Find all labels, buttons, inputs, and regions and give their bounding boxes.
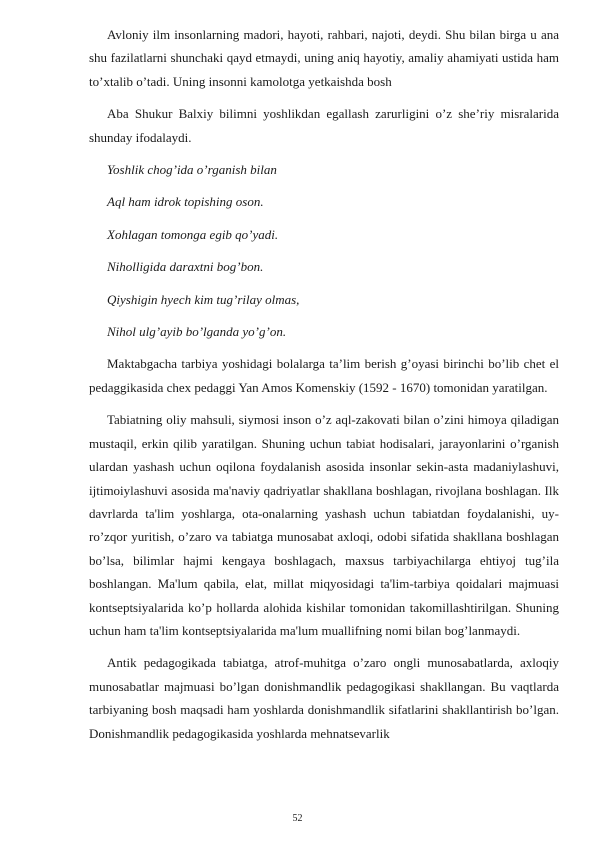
paragraph-balxiy: Aba Shukur Balxiy bilimni yoshlikdan egallash zarurligini o’z she’riy misralarida shunday ifodalaydi. [89,106,559,145]
page-body [89,23,559,754]
page-number: 52 [292,813,303,824]
paragraph-antik: Antik pedagogikada tabiatga, atrof-muhitga o’zaro ongli munosabatlarda, axloqiy munosabatlar majmuasi bo’lgan donishmandlik pedagogikasi shakllangan. Bu vaqtlarda tarbiyaning bosh maqsadi ham yoshlarda donishmandlik sifatlarini shakllantirish bo’lgan. Donishmandlik pedagogikasida yoshlarda mehnatsevarlik [89,655,559,741]
verse-line-1: Yoshlik chog’ida o’rganish bilan [107,162,277,178]
verse-line-3: Xohlagan tomonga egib qo’yadi. [107,226,279,242]
verse-line-5: Qiyshigin hyech kim tug’rilay olmas, [107,291,300,307]
verse-line-4: Niholligida daraxtni bog’bon. [107,259,264,275]
paragraph-tabiat: Tabiatning oliy mahsuli, siymosi inson o’z aql-zakovati bilan o’zini himoya qiladigan mustaqil, erkin qilib yaratilgan. Shuning uchun tabiat hodisalari, jarayonlarini o’rganish ulardan yashash uchun oqilona foydalanish asosida insonlar sekin-asta madaniylashuvi, ijtimoiylashuvi asosida ma'naviy qadriyatlar shakllana boshlagan, rivojlana boshlagan. Ilk davrlarda ta'lim yoshlarga, ota-onalarning yashash uchun tabiatdan foydalanishi, uy-ro’zqor yuritish, o’zaro va tabiatga munosabat axloqi, odobi sifatida shakllana boshlagan bo’lsa, bilimlar hajmi kengaya boshlagach, maxsus tarbiyachilarga ehtiyoj tug’ila boshlangan. Ma'lum qabila, elat, millat miqyosidagi ta'lim-tarbiya qoidalari majmuasi kontseptsiyalarida ko’p hollarda alohida kishilar tomonidan takomillashtirilgan. Shuning uchun ham ta'lim kontseptsiyalarida ma'lum muallifning nomi bilan bog’lanmaydi. [89,412,559,638]
verse-line-6: Nihol ulg’ayib bo’lganda yo’g’on. [107,324,287,340]
paragraph-avloniy: Avloniy ilm insonlarning madori, hayoti, rahbari, najoti, deydi. Shu bilan birga u ana shu fazilatlarni shunchaki qayd etmaydi, uning aniq hayotiy, amaliy ahamiyati ustida ham to’xtalib o’tadi. Uning insonni kamolotga yetkaishda bosh [89,27,559,89]
verse-line-2: Aql ham idrok topishing oson. [107,194,264,210]
paragraph-komenskiy: Maktabgacha tarbiya yoshidagi bolalarga ta’lim berish g’oyasi birinchi bo’lib chet el pedaggikasida chex pedaggi Yan Amos Komenskiy (1592 - 1670) tomonidan yaratilgan. [89,356,559,395]
